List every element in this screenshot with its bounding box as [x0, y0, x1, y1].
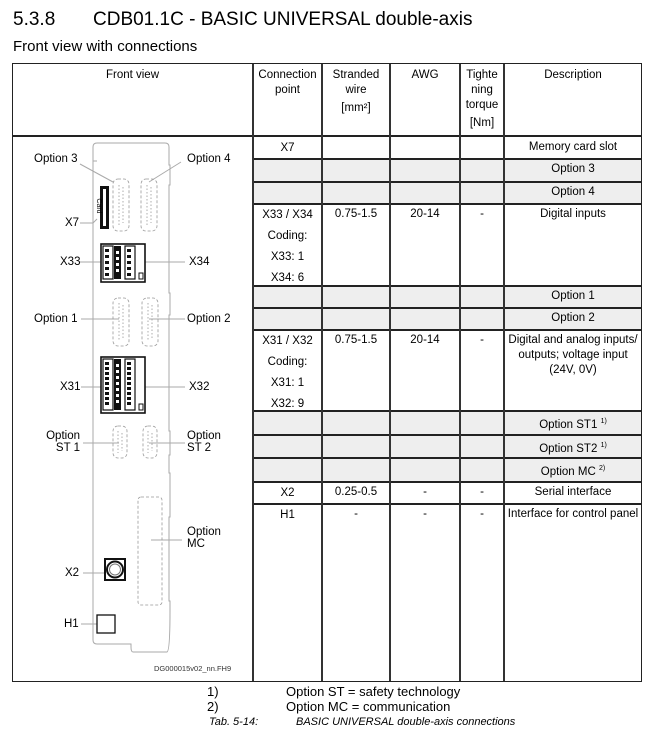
- cell-line: Memory card slot: [528, 141, 618, 153]
- footnote-ref: 1): [600, 442, 607, 449]
- cell-awg: -: [423, 486, 427, 498]
- connections-table: [12, 63, 642, 682]
- x31-x32-terminal-block: [101, 357, 145, 413]
- header-front-view: Front view: [105, 69, 160, 81]
- label-line: ST 2: [187, 442, 212, 454]
- row-divider: [253, 285, 641, 287]
- cell-line: X32: 9: [270, 398, 305, 410]
- label-option1: Option 1: [34, 313, 78, 325]
- cell-awg: 20-14: [410, 208, 440, 220]
- cell-line: X33: 1: [270, 251, 305, 263]
- header-line: torque: [465, 99, 499, 111]
- cell-line: X33 / X34: [262, 209, 313, 221]
- cell-line: Coding:: [267, 356, 308, 368]
- option-st1-connector: [113, 426, 127, 458]
- cell-description: [504, 289, 642, 304]
- option-mc-slot: [138, 497, 162, 605]
- label-option-st2: [187, 430, 221, 454]
- label-option-st1: [44, 430, 80, 454]
- header-line: point: [275, 84, 300, 96]
- column-divider: [459, 64, 461, 681]
- leader-line: [93, 219, 97, 223]
- section-title: CDB01.1C - BASIC UNIVERSAL double-axis: [93, 9, 473, 30]
- label-x32: X32: [189, 381, 210, 393]
- label-line: Option: [46, 430, 80, 442]
- cell-line: H1: [280, 509, 295, 521]
- cell-line: Interface for control panel: [507, 508, 639, 520]
- header-connection-point: [253, 68, 322, 98]
- cell-awg: 20-14: [410, 334, 440, 346]
- drawing-code: DG000015v02_nn.FH9: [154, 664, 232, 673]
- header-line: wire: [345, 84, 367, 96]
- header-awg: AWG: [411, 69, 439, 81]
- caption-text: BASIC UNIVERSAL double-axis connections: [296, 716, 516, 728]
- x2-serial-port: [104, 558, 126, 581]
- cell-line: Option 4: [551, 186, 595, 198]
- label-h1: H1: [64, 618, 79, 630]
- header-line: Connection: [258, 69, 317, 81]
- cell-connection-point: [253, 138, 322, 159]
- row-divider: [253, 329, 641, 331]
- row-divider: [253, 410, 641, 412]
- cell-stranded-wire: 0.75-1.5: [334, 334, 378, 346]
- cell-line: X2: [280, 487, 295, 499]
- option2-connector: [142, 298, 158, 346]
- header-line: [mm²]: [341, 102, 371, 114]
- footnote-mark-1: 1): [207, 684, 219, 699]
- cell-line: Option 2: [551, 312, 595, 324]
- column-divider: [389, 64, 391, 681]
- cell-line: Option ST1: [539, 419, 598, 431]
- header-description: Description: [544, 69, 602, 81]
- row-divider: [253, 457, 641, 459]
- cell-line: Option 3: [551, 163, 595, 175]
- cell-line: X31: 1: [270, 377, 305, 389]
- label-option2: Option 2: [187, 313, 231, 325]
- label-x2: X2: [65, 567, 80, 579]
- cell-line: X34: 6: [270, 272, 305, 284]
- cell-description: [504, 162, 642, 177]
- cell-description: [504, 185, 642, 200]
- row-divider: [253, 481, 641, 483]
- column-divider: [252, 64, 254, 681]
- label-x31: X31: [60, 381, 81, 393]
- row-divider: [253, 181, 641, 183]
- cell-line: Coding:: [267, 230, 308, 242]
- cell-line: Digital inputs: [540, 208, 606, 220]
- header-torque: [460, 68, 504, 131]
- cell-line: Option ST2: [539, 443, 598, 455]
- cell-stranded-wire: -: [354, 508, 358, 520]
- column-divider: [321, 64, 323, 681]
- label-x34: X34: [189, 256, 210, 268]
- cell-torque: -: [480, 508, 484, 520]
- caption-label: Tab. 5-14:: [209, 716, 259, 728]
- cell-stranded-wire: 0.25-0.5: [334, 486, 378, 498]
- cell-description: [504, 140, 642, 155]
- cell-line: (24V, 0V): [549, 364, 597, 376]
- option-st2-connector: [143, 426, 157, 458]
- cell-line: Option 1: [551, 290, 595, 302]
- cell-torque: -: [480, 486, 484, 498]
- cell-line: X31 / X32: [262, 335, 313, 347]
- cell-line: X7: [280, 142, 295, 154]
- cell-connection-point: [253, 505, 322, 526]
- row-divider: [253, 158, 641, 160]
- subheading: Front view with connections: [13, 38, 198, 55]
- cell-torque: -: [480, 208, 484, 220]
- x33-x34-terminal-block: [101, 244, 145, 282]
- cell-stranded-wire: 0.75-1.5: [334, 208, 378, 220]
- cell-line: Serial interface: [534, 486, 612, 498]
- row-divider: [253, 307, 641, 309]
- footnote-ref: 2): [598, 465, 606, 472]
- column-divider: [503, 64, 505, 681]
- section-number: 5.3.8: [13, 9, 56, 30]
- footnote-text-2: Option MC = communication: [286, 699, 451, 714]
- footnote-text-1: Option ST = safety technology: [286, 684, 461, 699]
- label-option4: Option 4: [187, 153, 231, 165]
- cell-line: outputs; voltage input: [518, 349, 628, 361]
- cell-description: [504, 507, 642, 522]
- cell-connection-point: [253, 483, 322, 504]
- cell-description: [504, 438, 642, 457]
- label-x7: X7: [65, 217, 80, 229]
- row-divider: [253, 503, 641, 505]
- cell-connection-point: [253, 331, 322, 415]
- cell-line: Digital and analog inputs/: [508, 334, 638, 346]
- label-line: Option: [187, 526, 221, 538]
- cell-connection-point: [253, 205, 322, 289]
- cell-description: [504, 485, 642, 500]
- label-option-mc: [187, 526, 221, 550]
- cell-description: [504, 207, 642, 222]
- option3-connector: [113, 179, 129, 231]
- card-label: Card: [95, 198, 102, 214]
- row-divider: [253, 203, 641, 205]
- h1-control-panel-interface: [97, 615, 115, 633]
- label-x33: X33: [60, 256, 81, 268]
- cell-description: [504, 461, 642, 480]
- cell-description: [504, 311, 642, 326]
- label-option3: Option 3: [34, 153, 78, 165]
- option1-connector: [113, 298, 129, 346]
- header-line: Stranded: [332, 69, 380, 81]
- row-divider: [253, 434, 641, 436]
- header-stranded-wire: [322, 68, 390, 116]
- label-line: MC: [187, 538, 205, 550]
- label-line: Option: [187, 430, 221, 442]
- cell-description: [504, 333, 642, 378]
- footnote-ref: 1): [600, 418, 607, 425]
- header-line: ning: [471, 84, 493, 96]
- label-line: ST 1: [55, 442, 80, 454]
- option4-connector: [141, 179, 157, 231]
- cell-awg: -: [423, 508, 427, 520]
- leader-line: [80, 164, 113, 182]
- front-view-diagram: [13, 136, 251, 681]
- header-line: Tighte: [466, 69, 498, 81]
- footnote-mark-2: 2): [207, 699, 219, 714]
- cell-torque: -: [480, 334, 484, 346]
- header-line: [Nm]: [469, 117, 495, 129]
- cell-line: Option MC: [540, 466, 596, 478]
- cell-description: [504, 414, 642, 433]
